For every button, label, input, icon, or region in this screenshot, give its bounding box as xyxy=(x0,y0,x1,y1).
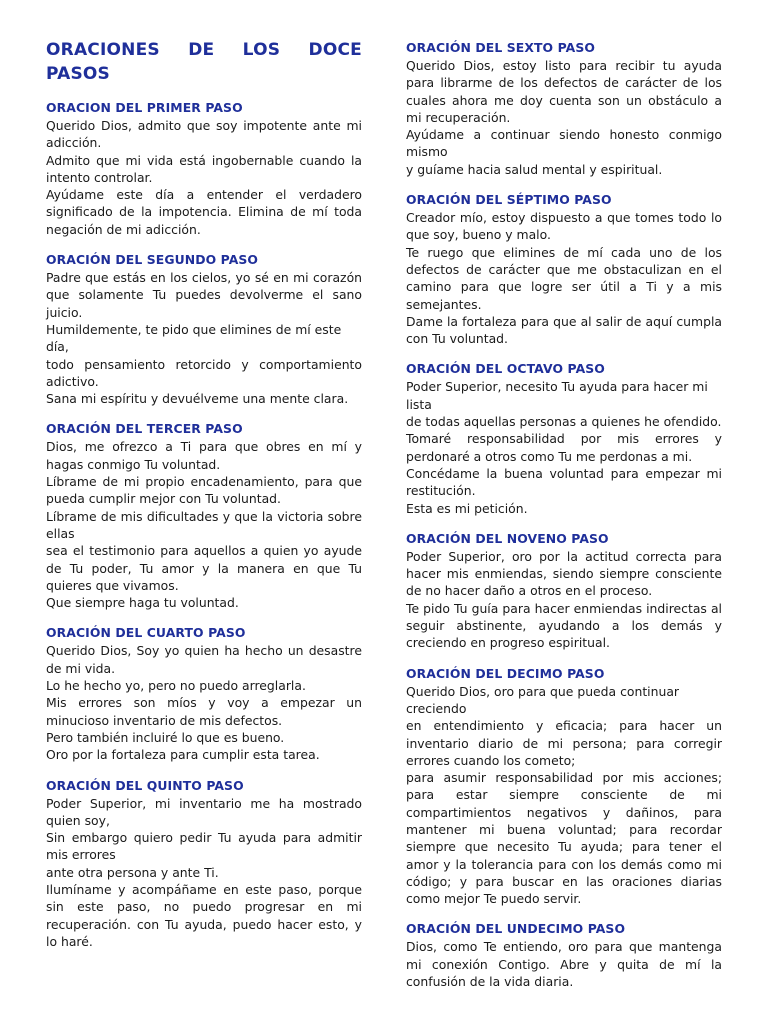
prayer-line: Admito que mi vida está ingobernable cuando la intento controlar. xyxy=(46,152,362,185)
prayer-line: todo pensamiento retorcido y comportamiento adictivo. xyxy=(46,356,362,389)
prayer-step-1 xyxy=(46,100,362,238)
prayer-line: de todas aquellas personas a quienes he ofendido. xyxy=(406,414,722,430)
prayer-line: Querido Dios, Soy yo quien ha hecho un desastre de mi vida. xyxy=(46,643,362,676)
prayer-line: Ayúdame a continuar siendo honesto conmigo mismo xyxy=(406,127,722,160)
prayer-line: en entendimiento y eficacia; para hacer un inventario diario de mi persona; para corregir errores cuando los cometo; xyxy=(406,718,722,768)
prayer-heading: ORACIÓN DEL QUINTO PASO xyxy=(46,777,244,793)
prayer-line: Querido Dios, admito que soy impotente ante mi adicción. xyxy=(46,118,362,151)
prayer-line: y guíame hacia salud mental y espiritual. xyxy=(406,161,663,177)
prayer-line: Poder Superior, oro por la actitud correcta para hacer mis enmiendas, siendo siempre consciente de no hacer daño a otros en el proceso. xyxy=(406,548,722,599)
prayer-step-4 xyxy=(46,625,362,763)
prayer-heading: ORACIÓN DEL SÉPTIMO PASO xyxy=(406,192,612,208)
prayer-step-7 xyxy=(406,192,722,347)
right-column xyxy=(406,40,722,1004)
prayer-line: Líbrame de mi propio encadenamiento, para que pueda cumplir mejor con Tu voluntad. xyxy=(46,474,362,507)
prayer-line: Querido Dios, oro para que pueda continuar creciendo xyxy=(406,683,680,716)
prayer-heading: ORACIÓN DEL TERCER PASO xyxy=(46,421,243,437)
prayer-heading: ORACIÓN DEL UNDECIMO PASO xyxy=(406,921,626,937)
prayer-line: Humildemente, te pido que elimines de mí este día, xyxy=(46,321,342,355)
document-title: ORACIONES DE LOS DOCE PASOS xyxy=(46,40,362,84)
prayer-line: sea el testimonio para aquellos a quien yo ayude de Tu poder, Tu amor y la manera en que Tu quieres que vivamos. xyxy=(46,543,362,593)
prayer-line: Poder Superior, mi inventario me ha mostrado quien soy, xyxy=(46,795,362,828)
prayer-heading: ORACIÓN DEL OCTAVO PASO xyxy=(406,361,605,377)
prayer-line: Dios, como Te entiendo, oro para que mantenga mi conexión Contigo. Abre y quita de mí la confusión de la vida diaria. xyxy=(406,939,722,990)
left-column xyxy=(46,38,362,964)
prayer-heading: ORACIÓN DEL DECIMO PASO xyxy=(406,665,605,681)
prayer-line: Sin embargo quiero pedir Tu ayuda para admitir mis errores xyxy=(46,830,362,863)
prayer-step-9 xyxy=(406,531,722,652)
prayer-line: Te ruego que elimines de mí cada uno de los defectos de carácter que me obstaculizan en el camino para que logre ser útil a Ti y a mis semejantes. xyxy=(406,244,722,312)
prayer-line: Líbrame de mis dificultades y que la victoria sobre ellas xyxy=(46,508,362,541)
prayer-step-5 xyxy=(46,778,362,951)
prayer-heading: ORACIÓN DEL NOVENO PASO xyxy=(406,530,609,546)
prayer-step-2 xyxy=(46,252,362,407)
prayer-line: para asumir responsabilidad por mis acciones; para estar siempre consciente de mi compartimientos negativos y dañinos, para mantener mi buena voluntad; para recordar siempre que necesito Tu ayuda; para tener el amor y la tolerancia para con los demás como mi código; y para buscar en las oraciones diarias como mejor Te puedo servir. xyxy=(406,770,722,907)
prayer-line: Concédame la buena voluntad para empezar mi restitución. xyxy=(406,465,722,499)
prayer-line: Tomaré responsabilidad por mis errores y perdonaré a otros como Tu me perdonas a mi. xyxy=(406,431,722,464)
prayer-step-10 xyxy=(406,666,722,908)
prayer-line: Te pido Tu guía para hacer enmiendas indirectas al seguir abstinente, ayudando a los demás y creciendo en progreso espiritual. xyxy=(406,600,722,651)
prayer-heading: ORACIÓN DEL SEGUNDO PASO xyxy=(46,252,259,268)
prayer-line: Querido Dios, estoy listo para recibir tu ayuda para librarme de los defectos de carácter de los cuales ahora me doy cuenta son un obstáculo a mi recuperación. xyxy=(406,58,722,125)
prayer-line: Dios, me ofrezco a Ti para que obres en mí y hagas conmigo Tu voluntad. xyxy=(46,439,362,472)
prayer-line: ante otra persona y ante Ti. xyxy=(46,864,219,880)
prayer-heading: ORACIÓN DEL CUARTO PASO xyxy=(46,625,246,641)
prayer-line: Ilumíname y acompáñame en este paso, porque sin este paso, no puedo progresar en mi recuperación. con Tu ayuda, puedo hacer esto, y lo haré. xyxy=(46,881,362,949)
prayer-step-8 xyxy=(406,361,722,516)
prayer-line: Poder Superior, necesito Tu ayuda para hacer mi lista xyxy=(406,379,708,412)
prayer-heading: ORACION DEL PRIMER PASO xyxy=(46,100,243,115)
prayer-line: Mis errores son míos y voy a empezar un minucioso inventario de mis defectos. xyxy=(46,695,362,728)
prayer-line: Creador mío, estoy dispuesto a que tomes todo lo que soy, bueno y malo. xyxy=(406,210,722,243)
prayer-line: Lo he hecho yo, pero no puedo arreglarla. xyxy=(46,678,306,694)
prayer-line: Oro por la fortaleza para cumplir esta tarea. xyxy=(46,747,320,763)
prayer-line: Pero también incluiré lo que es bueno. xyxy=(46,729,285,745)
prayer-line: Sana mi espíritu y devuélveme una mente clara. xyxy=(46,391,349,407)
prayer-step-11 xyxy=(406,921,722,990)
prayer-step-3 xyxy=(46,421,362,611)
prayer-step-6 xyxy=(406,40,722,178)
prayer-line: Padre que estás en los cielos, yo sé en mi corazón que solamente Tu puedes devolverme el sano juicio. xyxy=(46,270,362,320)
prayer-heading: ORACIÓN DEL SEXTO PASO xyxy=(406,40,595,55)
prayer-line: Dame la fortaleza para que al salir de aquí cumpla con Tu voluntad. xyxy=(406,313,722,347)
prayer-line: Que siempre haga tu voluntad. xyxy=(46,595,239,611)
prayer-line: Ayúdame este día a entender el verdadero significado de la impotencia. Elimina de mí toda negación de mi adicción. xyxy=(46,187,362,237)
prayer-line: Esta es mi petición. xyxy=(406,500,528,516)
